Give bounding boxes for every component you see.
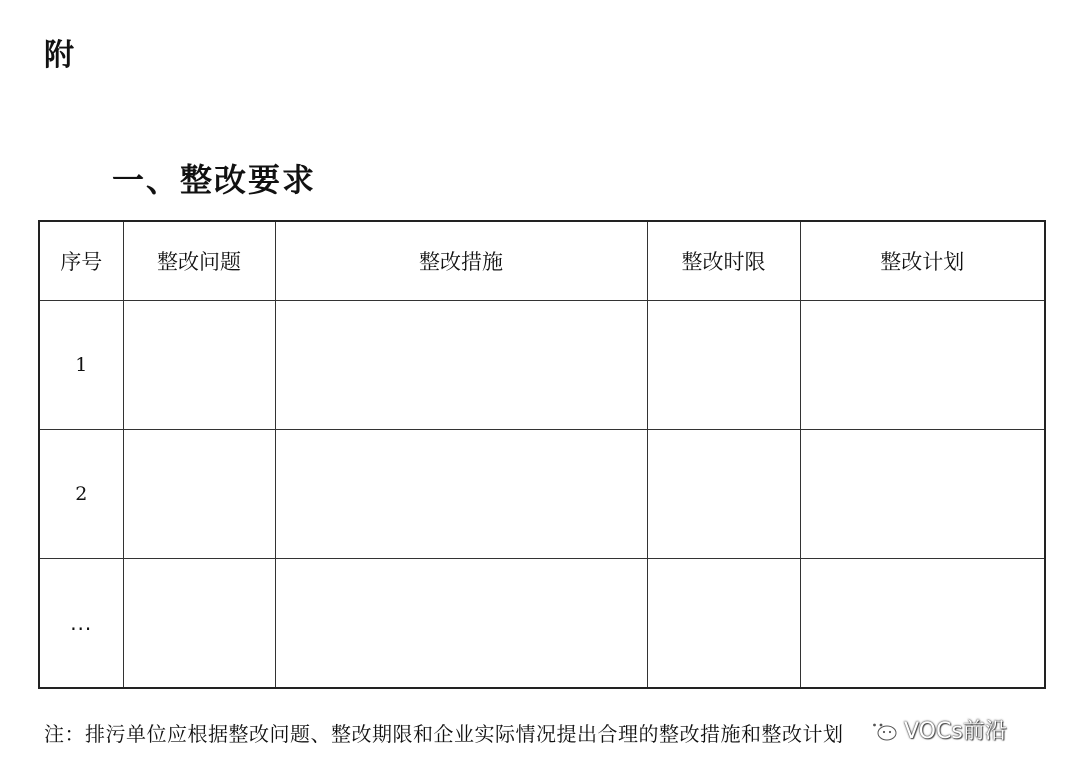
row-index-cell: 2 — [39, 430, 123, 559]
column-header-index: 序号 — [39, 221, 123, 301]
plan-cell — [800, 430, 1045, 559]
table-header-row — [39, 221, 1045, 301]
row-index-cell: 1 — [39, 301, 123, 430]
deadline-cell — [647, 430, 800, 559]
column-header-measures: 整改措施 — [275, 221, 647, 301]
deadline-cell — [647, 301, 800, 430]
row-index-cell: ... — [39, 559, 123, 689]
problem-cell — [123, 430, 275, 559]
column-header-deadline: 整改时限 — [647, 221, 800, 301]
section-heading: 一、整改要求 — [112, 161, 317, 199]
footnote: 注：排污单位应根据整改问题、整改期限和企业实际情况提出合理的整改措施和整改计划 — [44, 722, 844, 746]
table-row — [39, 301, 1045, 430]
column-header-plan: 整改计划 — [800, 221, 1045, 301]
measures-cell — [275, 559, 647, 689]
watermark-text: VOCs前沿 — [904, 719, 1007, 744]
measures-cell — [275, 430, 647, 559]
corner-title: 附 — [44, 38, 75, 73]
problem-cell — [123, 559, 275, 689]
watermark — [866, 714, 1007, 745]
table-row — [39, 430, 1045, 559]
measures-cell — [275, 301, 647, 430]
table-row — [39, 559, 1045, 689]
wechat-icon — [866, 717, 898, 743]
plan-cell — [800, 301, 1045, 430]
deadline-cell — [647, 559, 800, 689]
plan-cell — [800, 559, 1045, 689]
rectification-table — [38, 220, 1046, 689]
column-header-problem: 整改问题 — [123, 221, 275, 301]
problem-cell — [123, 301, 275, 430]
